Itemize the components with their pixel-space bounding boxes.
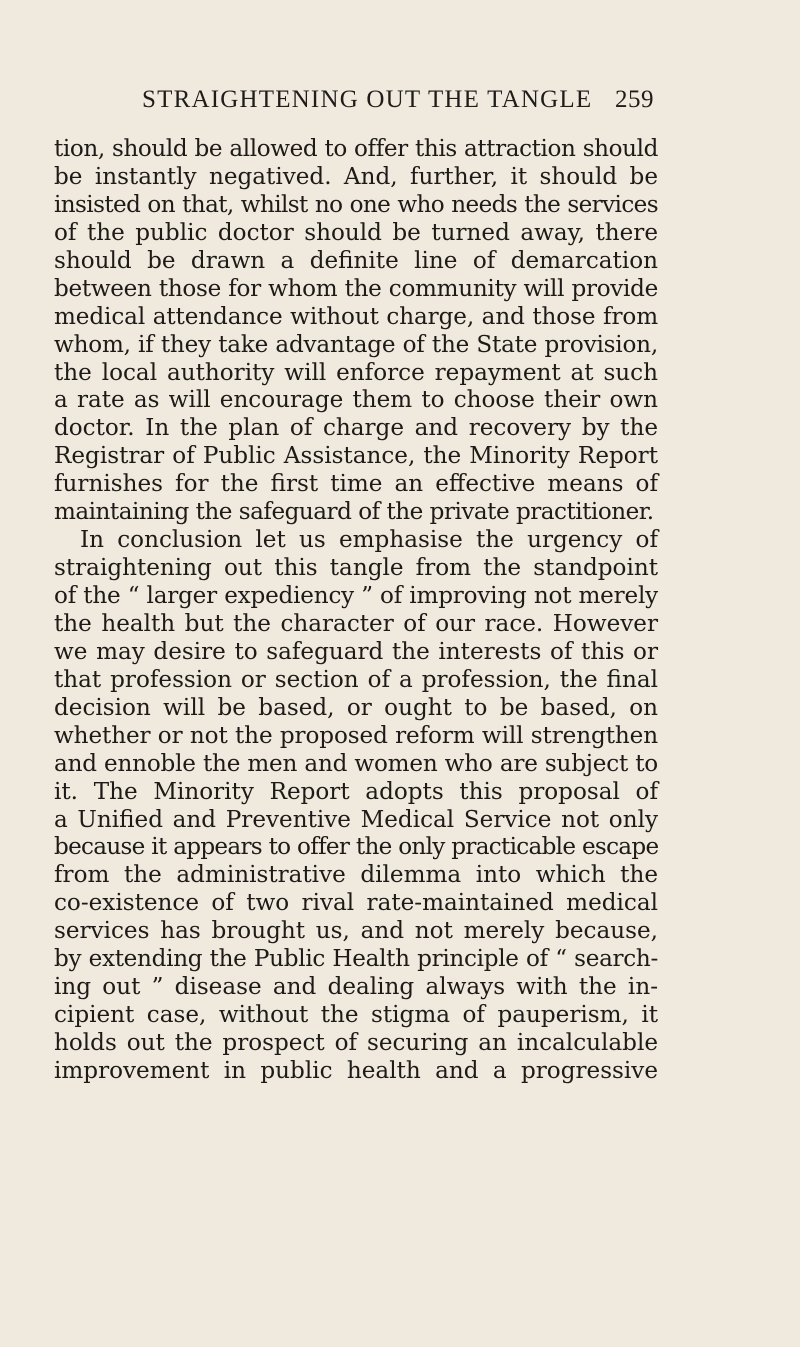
text-line: insisted on that, whilst no one who needs the services (54, 191, 658, 218)
text-line: In conclusion let us emphasise the urgency of (80, 527, 658, 554)
text-line: because it appears to offer the only practicable escape (54, 834, 659, 861)
text-line: of the “ larger expediency ” of improving not merely (54, 583, 658, 609)
text-line: ing out ” disease and dealing always with the in- (54, 974, 658, 1001)
text-line: the health but the character of our race. However (54, 610, 658, 637)
text-line: maintaining the safeguard of the private practitioner. (54, 499, 654, 526)
text-line: tion, should be allowed to offer this attraction should (54, 136, 658, 162)
text-line: doctor. In the plan of charge and recovery by the (54, 415, 658, 442)
text-line: straightening out this tangle from the standpoint (54, 555, 658, 582)
text-line: from the administrative dilemma into which the (54, 862, 658, 889)
text-line: improvement in public health and a progressive (54, 1057, 658, 1084)
text-line: be instantly negatived. And, further, it should be (54, 163, 658, 190)
page-number: 259 (615, 86, 654, 113)
text-line: between those for whom the community will provide (54, 275, 658, 302)
running-head-title: STRAIGHTENING OUT THE TANGLE (142, 86, 593, 113)
text-line: a rate as will encourage them to choose their own (54, 387, 658, 414)
body-text (54, 136, 658, 1086)
text-line: whether or not the proposed reform will strengthen (54, 722, 658, 749)
text-line: furnishes for the first time an effective means of (54, 471, 658, 498)
text-line: cipient case, without the stigma of pauperism, it (54, 1002, 658, 1029)
text-line: decision will be based, or ought to be based, on (54, 694, 658, 721)
text-line: whom, if they take advantage of the State provision, (54, 331, 658, 358)
text-line: of the public doctor should be turned away, there (54, 219, 658, 246)
text-line: should be drawn a definite line of demarcation (54, 247, 658, 274)
text-line: that profession or section of a profession, the final (54, 666, 658, 693)
text-line: holds out the prospect of securing an incalculable (54, 1030, 658, 1056)
text-line: by extending the Public Health principle of “ search- (54, 946, 658, 973)
text-line: a Unified and Preventive Medical Service not only (54, 806, 658, 833)
text-line: we may desire to safeguard the interests of this or (54, 638, 658, 665)
text-line: co-existence of two rival rate-maintained medical (54, 890, 658, 917)
text-line: the local authority will enforce repayment at such (54, 359, 658, 386)
text-line: it. The Minority Report adopts this proposal of (54, 778, 658, 805)
text-line: and ennoble the men and women who are subject to (54, 750, 658, 777)
running-head (142, 86, 654, 118)
text-line: services has brought us, and not merely because, (54, 918, 658, 945)
text-line: medical attendance without charge, and those from (54, 303, 658, 330)
text-line: Registrar of Public Assistance, the Minority Report (54, 443, 658, 470)
